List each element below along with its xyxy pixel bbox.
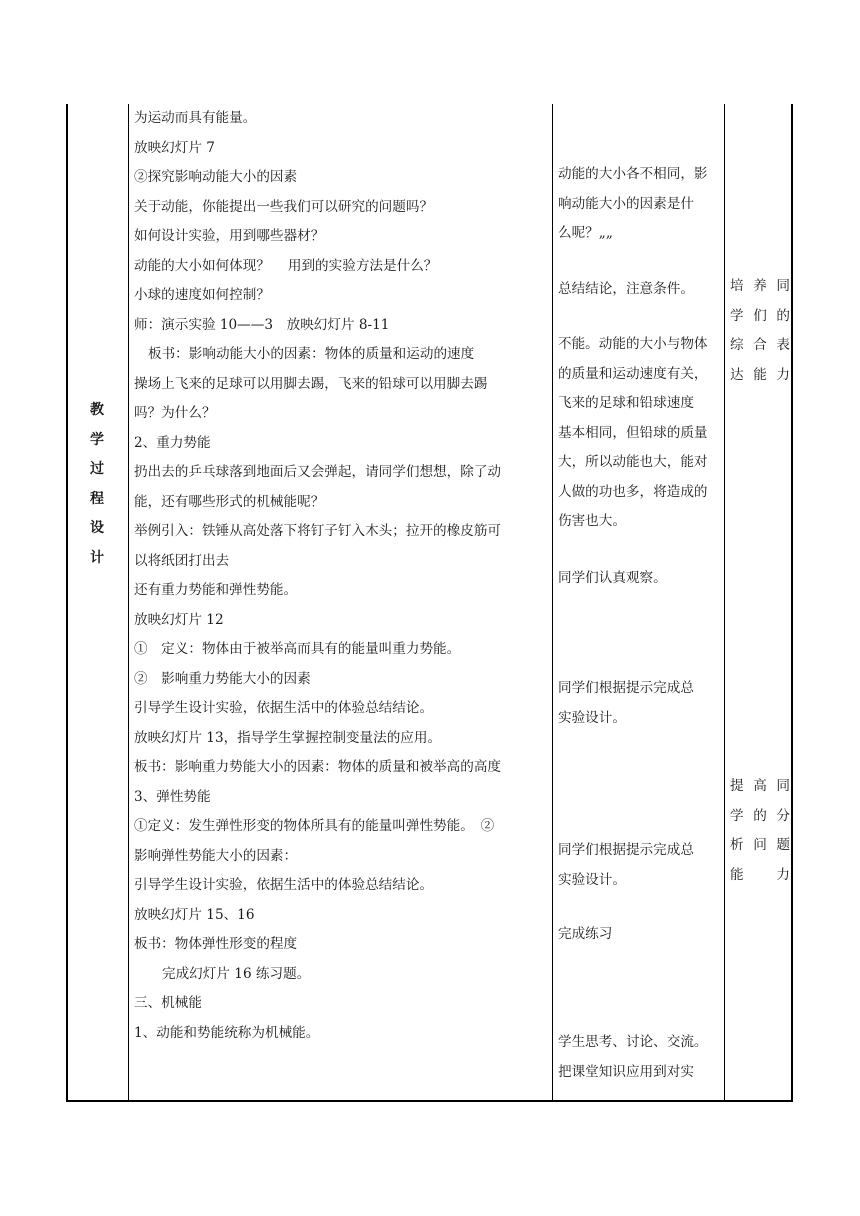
content-line: 还有重力势能和弹性势能。 — [134, 582, 298, 598]
content-line: 操场上飞来的足球可以用脚去踢，飞来的铅球可以用脚去踢 — [134, 375, 488, 392]
student-line: 同学们认真观察。 — [558, 570, 667, 586]
content-line: 放映幻灯片 13，指导学生掌握控制变量法的应用。 — [134, 729, 442, 746]
student-line: 人做的功也多，将造成的 — [558, 483, 708, 500]
goal-line: 学们的 — [730, 307, 790, 324]
column-divider — [552, 104, 553, 1102]
student-line: 同学们根据提示完成总 — [558, 680, 694, 696]
student-line: 么呢？„„ — [558, 225, 613, 241]
goal-line: 提高同 — [730, 778, 790, 794]
column-divider — [128, 104, 129, 1102]
content-line: 1、动能和势能统称为机械能。 — [134, 1024, 320, 1041]
column-divider — [724, 104, 725, 1102]
table-right-border — [791, 104, 793, 1102]
content-line: 放映幻灯片 15、16 — [134, 906, 255, 923]
teacher-activity-column — [134, 104, 550, 1048]
student-block — [558, 920, 612, 950]
student-line: 响动能大小的因素是什 — [558, 195, 694, 212]
student-line: 不能。动能的大小与物体 — [558, 336, 708, 352]
student-line: 伤害也大。 — [558, 513, 626, 529]
student-line: 基本相同，但铅球的质量 — [558, 424, 708, 441]
table-bottom-border — [66, 1100, 793, 1102]
goal-line: 学的分 — [730, 807, 790, 824]
goal-line: 培养同 — [730, 278, 790, 294]
stage-label-char: 过 — [90, 461, 104, 477]
student-line: 完成练习 — [558, 926, 613, 942]
student-line: 同学们根据提示完成总 — [558, 842, 694, 858]
goal-line: 能力 — [730, 866, 790, 883]
content-line: 能，还有哪些形式的机械能呢？ — [134, 493, 325, 510]
content-line: ②探究影响动能大小的因素 — [134, 169, 298, 185]
content-line: 动能的大小如何体现？ 用到的实验方法是什么？ — [134, 257, 438, 274]
content-line: 为运动而具有能量。 — [134, 110, 257, 126]
content-line: ① 定义：物体由于被举高而具有的能量叫重力势能。 — [134, 641, 461, 657]
content-line: 吗？为什么？ — [134, 405, 216, 421]
content-line: 关于动能，你能提出一些我们可以研究的问题吗？ — [134, 198, 434, 215]
student-line: 实验设计。 — [558, 871, 626, 888]
stage-label-char: 计 — [90, 549, 104, 566]
student-line: 把课堂知识应用到对实 — [558, 1063, 694, 1080]
content-line: ①定义：发生弹性形变的物体所具有的能量叫弹性势能。 ② — [134, 818, 495, 834]
student-block — [558, 836, 694, 895]
content-line: 板书：影响重力势能大小的因素：物体的质量和被举高的高度 — [134, 759, 502, 775]
stage-label-char: 学 — [90, 431, 104, 448]
content-line: 放映幻灯片 7 — [134, 139, 215, 156]
content-line: 放映幻灯片 12 — [134, 611, 224, 628]
stage-label-char: 程 — [90, 490, 104, 507]
student-line: 动能的大小各不相同，影 — [558, 166, 708, 182]
content-line: 三、机械能 — [134, 995, 202, 1011]
student-block — [558, 275, 694, 305]
student-line: 学生思考、讨论、交流。 — [558, 1034, 708, 1050]
content-line: 以将纸团打出去 — [134, 552, 230, 569]
stage-label — [66, 396, 128, 573]
stage-label-char: 教 — [90, 402, 104, 418]
content-line: 影响弹性势能大小的因素： — [134, 847, 298, 864]
content-line: 举例引入：铁锤从高处落下将钉子钉入木头；拉开的橡皮筋可 — [134, 523, 502, 539]
goal-block — [730, 272, 790, 390]
stage-label-char: 设 — [90, 520, 104, 536]
student-line: 总结结论，注意条件。 — [558, 281, 694, 297]
lesson-table — [66, 104, 793, 1102]
student-block — [558, 1028, 708, 1087]
content-line: 3、弹性势能 — [134, 788, 211, 805]
content-line: 引导学生设计实验，依据生活中的体验总结结论。 — [134, 877, 434, 893]
content-line: 如何设计实验，用到哪些器材？ — [134, 228, 325, 244]
student-block — [558, 330, 708, 537]
content-line: 板书：影响动能大小的因素：物体的质量和运动的速度 — [148, 346, 475, 362]
content-line: 完成幻灯片 16 练习题。 — [162, 965, 311, 982]
student-line: 实验设计。 — [558, 709, 626, 726]
content-line: 小球的速度如何控制？ — [134, 287, 270, 303]
goal-line: 综合表 — [730, 337, 790, 353]
student-block — [558, 564, 667, 594]
goal-line: 析问题 — [730, 837, 790, 853]
content-line: 扔出去的乒乓球落到地面后又会弹起，请同学们想想，除了动 — [134, 464, 502, 480]
student-line: 的质量和运动速度有关， — [558, 365, 708, 382]
goal-line: 达能力 — [730, 366, 790, 383]
content-line: 2、重力势能 — [134, 434, 211, 451]
student-line: 飞来的足球和铅球速度 — [558, 395, 694, 411]
student-line: 大，所以动能也大，能对 — [558, 454, 708, 470]
student-block — [558, 160, 708, 249]
table-left-border — [66, 104, 68, 1102]
content-line: 板书：物体弹性形变的程度 — [134, 936, 298, 952]
content-line: ② 影响重力势能大小的因素 — [134, 670, 311, 687]
goal-block — [730, 772, 790, 890]
content-line: 引导学生设计实验，依据生活中的体验总结结论。 — [134, 700, 434, 716]
student-block — [558, 674, 694, 733]
content-line: 师：演示实验 10——3 放映幻灯片 8-11 — [134, 316, 390, 333]
